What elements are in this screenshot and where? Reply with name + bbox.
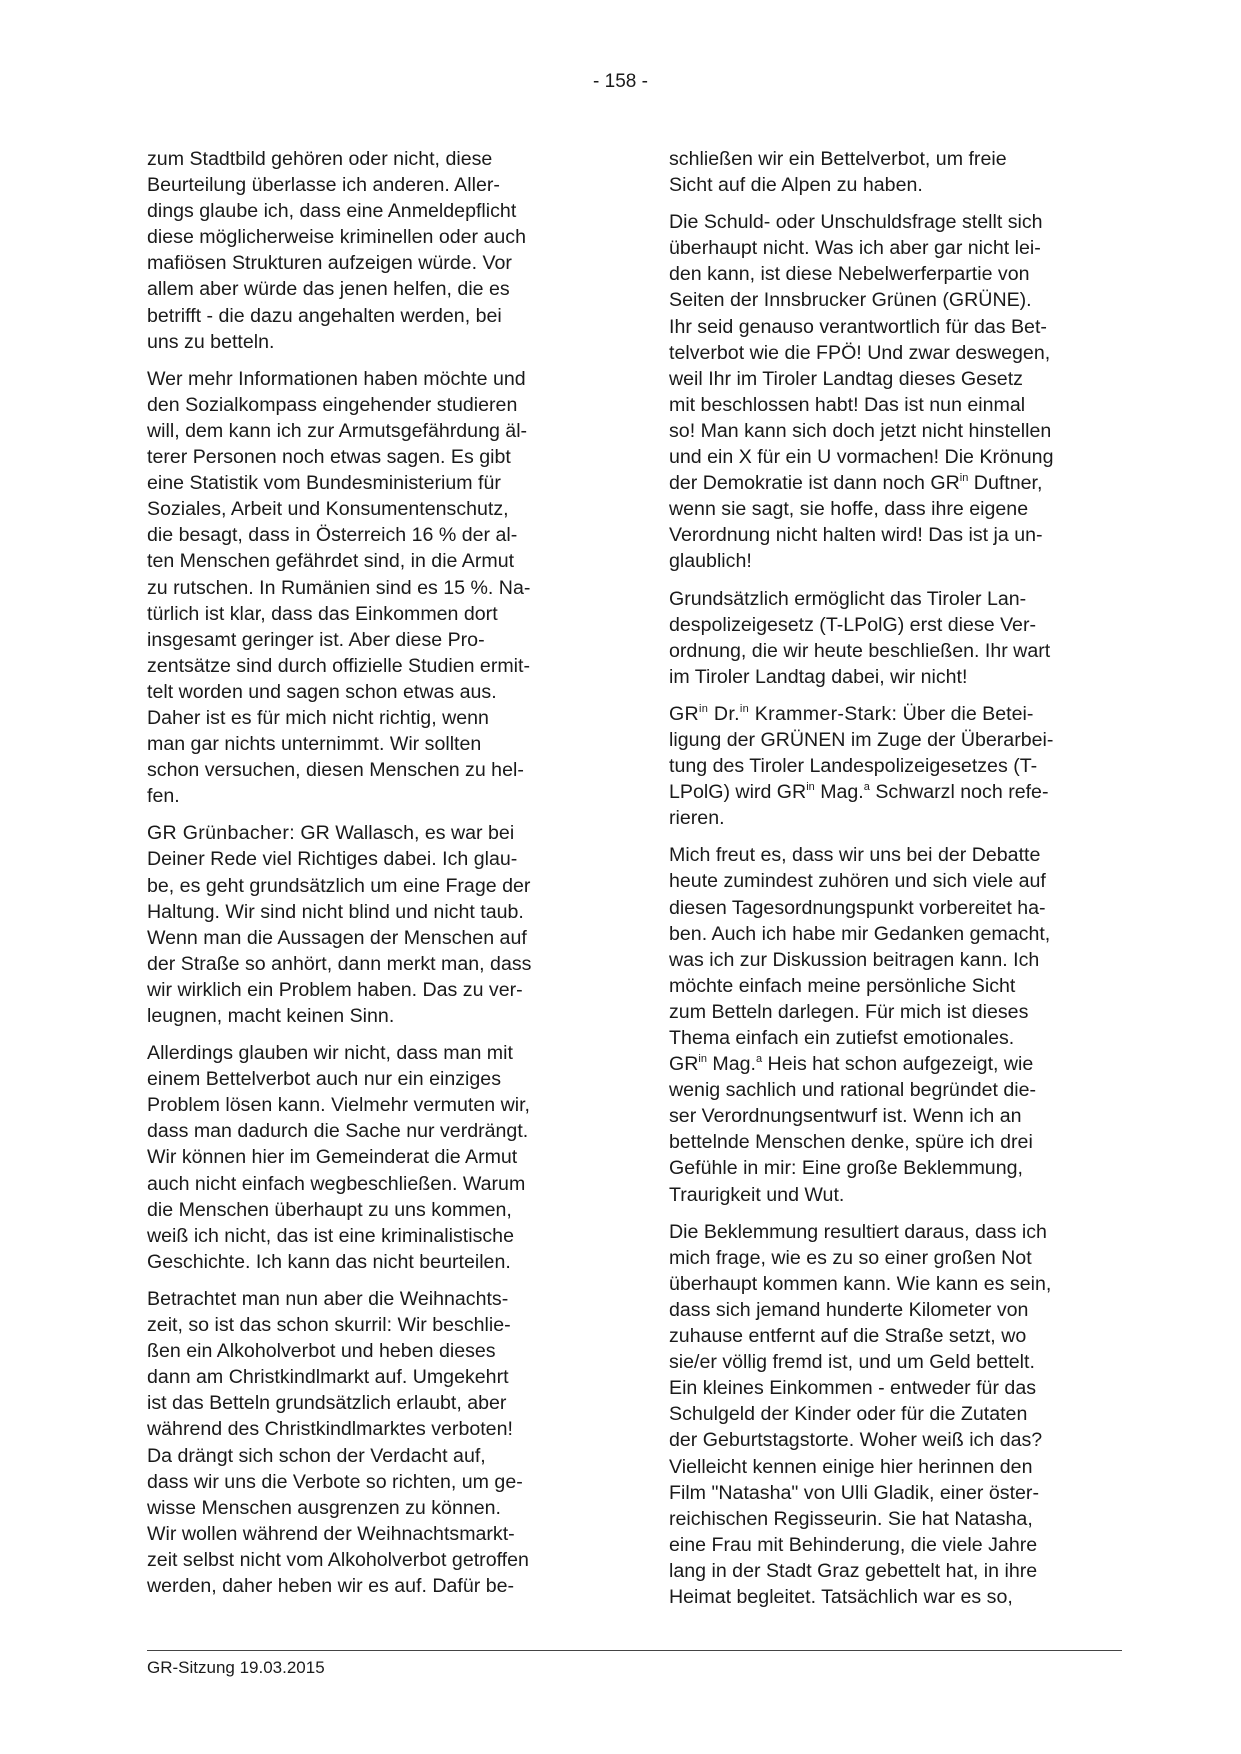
text-line: lang in der Stadt Graz gebettelt hat, in ihre xyxy=(669,1559,1038,1582)
text-line: ordnung, die wir heute beschließen. Ihr wart xyxy=(669,639,1051,662)
text-line: Seiten der Innsbrucker Grünen (GRÜNE). xyxy=(669,289,1032,312)
text-line: bettelnde Menschen denke, spüre ich drei xyxy=(669,1131,1033,1154)
text-line: zentsätze sind durch offizielle Studien ermit- xyxy=(147,654,530,677)
text-line: Grundsätzlich ermöglicht das Tiroler Lan- xyxy=(669,587,1027,610)
text-line: während des Christkindlmarktes verboten! xyxy=(147,1418,513,1441)
paragraph xyxy=(669,146,1129,198)
text-line: mit beschlossen habt! Das ist nun einmal xyxy=(669,393,1026,416)
text-line: zeit, so ist das schon skurril: Wir beschlie- xyxy=(147,1314,511,1337)
text-line: möchte einfach meine persönliche Sicht xyxy=(669,974,1016,997)
paragraph xyxy=(669,1219,1129,1610)
text-line: Wer mehr Informationen haben möchte und xyxy=(147,367,526,390)
page-number: - 158 - xyxy=(593,71,648,92)
text-line: die Menschen überhaupt zu uns kommen, xyxy=(147,1198,512,1221)
text-line: ßen ein Alkoholverbot und heben dieses xyxy=(147,1340,496,1363)
text-line: fen. xyxy=(147,785,180,808)
text-fragment: GR xyxy=(669,1053,699,1076)
text-line: insgesamt geringer ist. Aber diese Pro- xyxy=(147,628,485,651)
text-fragment: Krammer-Stark: xyxy=(749,702,898,725)
text-line: Vielleicht kennen einige hier herinnen den xyxy=(669,1455,1033,1478)
text-line: den Sozialkompass eingehender studieren xyxy=(147,393,518,416)
superscript: in xyxy=(698,1053,707,1066)
text-line: türlich ist klar, dass das Einkommen dort xyxy=(147,602,498,625)
text-line: mich frage, wie es zu so einer großen Not xyxy=(669,1246,1032,1269)
text-line: ligung der GRÜNEN im Zuge der Überarbei- xyxy=(669,728,1054,751)
text-line: terer Personen noch etwas sagen. Es gibt xyxy=(147,446,511,469)
text-line: der Straße so anhört, dann merkt man, dass xyxy=(147,952,532,975)
text-line: der Geburtstagstorte. Woher weiß ich das? xyxy=(669,1429,1043,1452)
text-line: be, es geht grundsätzlich um eine Frage der xyxy=(147,874,531,897)
text-line: Ein kleines Einkommen - entweder für das xyxy=(669,1377,1037,1400)
text-line: uns zu betteln. xyxy=(147,330,275,353)
text-fragment: Heis hat schon aufgezeigt, wie xyxy=(762,1053,1034,1076)
paragraph xyxy=(147,820,602,1029)
superscript: a xyxy=(863,781,870,794)
text-line: ist das Betteln grundsätzlich erlaubt, aber xyxy=(147,1392,507,1415)
text-line: Heimat begleitet. Tatsächlich war es so, xyxy=(669,1585,1013,1608)
text-line: Beurteilung überlasse ich anderen. Aller- xyxy=(147,174,500,197)
text-line: diesen Tagesordnungspunkt vorbereitet ha- xyxy=(669,896,1046,919)
text-fragment: Mag. xyxy=(814,781,864,804)
paragraph xyxy=(147,1040,602,1275)
text-line: überhaupt nicht. Was ich aber gar nicht lei- xyxy=(669,237,1041,260)
paragraph xyxy=(147,1286,602,1599)
text-line xyxy=(669,779,1129,805)
text-line: rieren. xyxy=(669,807,725,830)
text-line: ser Verordnungsentwurf ist. Wenn ich an xyxy=(669,1105,1022,1128)
text-line xyxy=(147,820,602,846)
paragraph xyxy=(147,366,602,810)
text-line: einem Bettelverbot auch nur ein einziges xyxy=(147,1068,501,1091)
text-line: Mich freut es, dass wir uns bei der Debatte xyxy=(669,844,1041,867)
text-line: wenig sachlich und rational begründet die- xyxy=(669,1079,1037,1102)
text-line: eine Statistik vom Bundesministerium für xyxy=(147,472,501,495)
left-column xyxy=(147,146,602,1610)
text-line: tung des Tiroler Landespolizeigesetzes (T- xyxy=(669,755,1038,778)
text-line: Film "Natasha" von Ulli Gladik, einer öster- xyxy=(669,1481,1039,1504)
text-line: schließen wir ein Bettelverbot, um freie xyxy=(669,148,1007,170)
text-line: diese möglicherweise kriminellen oder auch xyxy=(147,226,526,249)
text-line: Die Schuld- oder Unschuldsfrage stellt sich xyxy=(669,211,1043,234)
speaker-name: GR Grünbacher: xyxy=(147,822,295,845)
text-line: zum Stadtbild gehören oder nicht, diese xyxy=(147,148,493,170)
text-line: Betrachtet man nun aber die Weihnachts- xyxy=(147,1287,509,1310)
superscript: in xyxy=(806,781,815,794)
text-line: will, dem kann ich zur Armutsgefährdung äl- xyxy=(147,419,528,442)
text-line: schon versuchen, diesen Menschen zu hel- xyxy=(147,759,524,782)
text-fragment: Schwarzl noch refe- xyxy=(869,781,1049,804)
text-line: im Tiroler Landtag dabei, wir nicht! xyxy=(669,665,968,688)
text-fragment: Duftner, xyxy=(968,472,1043,495)
superscript: in xyxy=(699,702,709,715)
text-line: Soziales, Arbeit und Konsumentenschutz, xyxy=(147,498,509,521)
text-line: Wir wollen während der Weihnachtsmarkt- xyxy=(147,1522,515,1545)
right-column xyxy=(669,146,1129,1621)
superscript: in xyxy=(739,702,750,715)
text-line: despolizeigesetz (T-LPolG) erst diese Ver- xyxy=(669,613,1036,636)
text-fragment: GR xyxy=(669,702,699,725)
text-line: was ich zur Diskussion beitragen kann. Ich xyxy=(669,948,1040,971)
text-line: Traurigkeit und Wut. xyxy=(669,1183,845,1206)
text-line: Wenn man die Aussagen der Menschen auf xyxy=(147,926,527,949)
paragraph xyxy=(669,701,1129,831)
text-line: zu rutschen. In Rumänien sind es 15 %. Na- xyxy=(147,576,531,599)
text-line: Schulgeld der Kinder oder für die Zutaten xyxy=(669,1403,1028,1426)
text-line: weil Ihr im Tiroler Landtag dieses Gesetz xyxy=(669,367,1023,390)
text-line: dann am Christkindlmarkt auf. Umgekehrt xyxy=(147,1366,509,1389)
text-line: dass wir uns die Verbote so richten, um ge- xyxy=(147,1470,523,1493)
text-line: so! Man kann sich doch jetzt nicht hinstellen xyxy=(669,419,1052,442)
text-line: dass sich jemand hunderte Kilometer von xyxy=(669,1298,1029,1321)
text-fragment: GR Wallasch, es war bei xyxy=(294,822,515,845)
text-line: reichischen Regisseurin. Sie hat Natasha, xyxy=(669,1507,1033,1530)
text-line: Deiner Rede viel Richtiges dabei. Ich glau- xyxy=(147,848,518,871)
text-line: und ein X für ein U vormachen! Die Krönung xyxy=(669,446,1054,469)
text-line: Allerdings glauben wir nicht, dass man mit xyxy=(147,1042,513,1065)
text-line: telt worden und sagen schon etwas aus. xyxy=(147,680,497,703)
text-line: Sicht auf die Alpen zu haben. xyxy=(669,174,923,197)
text-line: glaublich! xyxy=(669,550,752,573)
text-line: allem aber würde das jenen helfen, die es xyxy=(147,278,510,301)
text-line: mafiösen Strukturen aufzeigen würde. Vor xyxy=(147,252,512,275)
text-line: eine Frau mit Behinderung, die viele Jahre xyxy=(669,1533,1038,1556)
text-line: Geschichte. Ich kann das nicht beurteilen. xyxy=(147,1250,511,1273)
text-fragment: LPolG) wird GR xyxy=(669,781,807,804)
text-line: überhaupt kommen kann. Wie kann es sein, xyxy=(669,1272,1052,1295)
text-line: betrifft - die dazu angehalten werden, bei xyxy=(147,304,502,327)
text-line: wisse Menschen ausgrenzen zu können. xyxy=(147,1496,501,1519)
text-line: zuhause entfernt auf die Straße setzt, wo xyxy=(669,1325,1027,1348)
text-line: die besagt, dass in Österreich 16 % der al- xyxy=(147,524,518,547)
text-line: dings glaube ich, dass eine Anmeldepflicht xyxy=(147,200,517,223)
text-line: wenn sie sagt, sie hoffe, dass ihre eigene xyxy=(669,498,1029,521)
text-line xyxy=(669,470,1129,496)
text-line: Verordnung nicht halten wird! Das ist ja un- xyxy=(669,524,1043,547)
text-line: man gar nichts unternimmt. Wir sollten xyxy=(147,733,482,756)
paragraph xyxy=(669,842,1129,1207)
text-line: werden, daher heben wir es auf. Dafür be- xyxy=(147,1574,515,1597)
text-line xyxy=(669,1051,1129,1077)
text-line: Wir können hier im Gemeinderat die Armut xyxy=(147,1146,518,1169)
text-line: dass man dadurch die Sache nur verdrängt. xyxy=(147,1120,529,1143)
text-fragment: der Demokratie ist dann noch GR xyxy=(669,472,960,495)
text-line: auch nicht einfach wegbeschließen. Warum xyxy=(147,1172,526,1195)
text-line: Gefühle in mir: Eine große Beklemmung, xyxy=(669,1157,1023,1180)
paragraph xyxy=(147,146,602,355)
text-line: zum Betteln darlegen. Für mich ist dieses xyxy=(669,1000,1029,1023)
text-line: sie/er völlig fremd ist, und um Geld bettelt. xyxy=(669,1351,1035,1374)
speaker-name xyxy=(669,703,897,725)
text-line xyxy=(669,701,1129,727)
text-line: Problem lösen kann. Vielmehr vermuten wir, xyxy=(147,1094,530,1117)
text-line: den kann, ist diese Nebelwerferpartie von xyxy=(669,263,1030,286)
text-line: Daher ist es für mich nicht richtig, wenn xyxy=(147,706,489,729)
text-line: Thema einfach ein zutiefst emotionales. xyxy=(669,1027,1015,1049)
text-fragment: Mag. xyxy=(706,1053,756,1076)
text-line: Da drängt sich schon der Verdacht auf, xyxy=(147,1444,486,1467)
superscript: in xyxy=(959,472,969,485)
text-line: zeit selbst nicht vom Alkoholverbot getroffen xyxy=(147,1548,529,1571)
paragraph xyxy=(669,586,1129,690)
text-line: Haltung. Wir sind nicht blind und nicht taub. xyxy=(147,900,524,923)
text-line: Ihr seid genauso verantwortlich für das Bet- xyxy=(669,315,1047,338)
text-line: telverbot wie die FPÖ! Und zwar deswegen, xyxy=(669,341,1051,364)
text-fragment: Dr. xyxy=(708,702,740,725)
footer-text: GR-Sitzung 19.03.2015 xyxy=(147,1658,325,1677)
text-line: ben. Auch ich habe mir Gedanken gemacht, xyxy=(669,922,1051,945)
text-line: wir wirklich ein Problem haben. Das zu ver- xyxy=(147,978,523,1001)
text-line: ten Menschen gefährdet sind, in die Armut xyxy=(147,550,515,573)
superscript: a xyxy=(755,1053,763,1066)
text-line: weiß ich nicht, das ist eine kriminalistische xyxy=(147,1224,514,1247)
footer-divider xyxy=(147,1650,1122,1651)
text-fragment: Über die Betei- xyxy=(897,702,1034,725)
text-line: Die Beklemmung resultiert daraus, dass ich xyxy=(669,1220,1047,1243)
paragraph xyxy=(669,209,1129,574)
text-line: leugnen, macht keinen Sinn. xyxy=(147,1005,395,1027)
text-line: heute zumindest zuhören und sich viele auf xyxy=(669,870,1046,893)
